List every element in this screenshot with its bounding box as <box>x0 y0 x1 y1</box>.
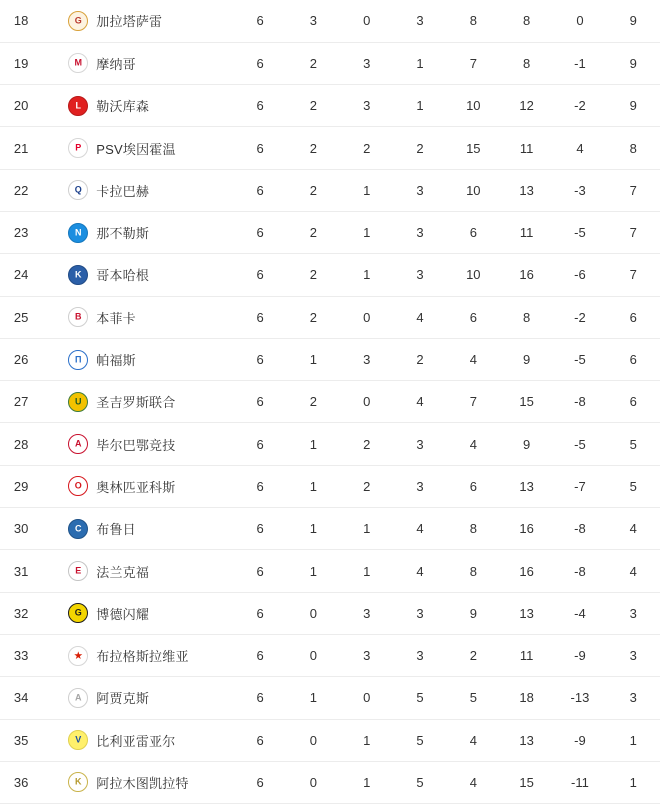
goals-for-cell: 6 <box>447 465 500 507</box>
played-cell: 6 <box>233 761 286 803</box>
table-row[interactable] <box>0 127 660 169</box>
rank-cell: 36 <box>0 761 42 803</box>
goals-against-cell: 8 <box>500 42 553 84</box>
goals-against-cell: 9 <box>500 338 553 380</box>
lost-cell: 3 <box>393 634 446 676</box>
table-row[interactable] <box>0 296 660 338</box>
team-cell-content <box>42 223 233 243</box>
played-cell: 6 <box>233 296 286 338</box>
goals-for-cell: 9 <box>447 592 500 634</box>
points-cell: 9 <box>607 85 660 127</box>
drawn-cell: 1 <box>340 719 393 761</box>
table-row[interactable] <box>0 761 660 803</box>
goals-for-cell: 4 <box>447 423 500 465</box>
team-cell-content <box>42 646 233 666</box>
rank-cell: 25 <box>0 296 42 338</box>
won-cell: 2 <box>287 169 340 211</box>
table-row[interactable] <box>0 550 660 592</box>
played-cell: 6 <box>233 254 286 296</box>
team-cell[interactable] <box>42 423 233 465</box>
points-cell: 8 <box>607 127 660 169</box>
points-cell: 6 <box>607 296 660 338</box>
lost-cell: 3 <box>393 169 446 211</box>
goals-for-cell: 10 <box>447 169 500 211</box>
played-cell: 6 <box>233 211 286 253</box>
club-crest-icon: U <box>68 392 88 412</box>
played-cell: 6 <box>233 169 286 211</box>
goals-for-cell: 7 <box>447 42 500 84</box>
drawn-cell: 1 <box>340 550 393 592</box>
goal-difference-cell: 0 <box>553 0 606 42</box>
club-crest-icon: P <box>68 138 88 158</box>
won-cell: 0 <box>287 761 340 803</box>
goal-difference-cell: -3 <box>553 169 606 211</box>
team-cell-content <box>42 434 233 454</box>
table-row[interactable] <box>0 338 660 380</box>
goals-for-cell: 8 <box>447 550 500 592</box>
team-name: 勒沃库森 <box>96 99 150 115</box>
team-cell-content <box>42 138 233 158</box>
team-cell-content <box>42 730 233 750</box>
lost-cell: 3 <box>393 465 446 507</box>
won-cell: 1 <box>287 550 340 592</box>
club-crest-icon: O <box>68 476 88 496</box>
team-cell[interactable] <box>42 508 233 550</box>
goals-for-cell: 6 <box>447 211 500 253</box>
rank-cell: 30 <box>0 508 42 550</box>
table-row[interactable] <box>0 42 660 84</box>
team-name: 布鲁日 <box>96 522 136 538</box>
goals-for-cell: 6 <box>447 296 500 338</box>
drawn-cell: 1 <box>340 761 393 803</box>
table-row[interactable] <box>0 423 660 465</box>
club-crest-icon: G <box>68 603 88 623</box>
lost-cell: 1 <box>393 42 446 84</box>
team-cell[interactable] <box>42 465 233 507</box>
lost-cell: 3 <box>393 211 446 253</box>
team-cell-content <box>42 519 233 539</box>
won-cell: 0 <box>287 634 340 676</box>
team-cell-content <box>42 476 233 496</box>
table-row[interactable] <box>0 677 660 719</box>
drawn-cell: 3 <box>340 338 393 380</box>
team-cell[interactable] <box>42 381 233 423</box>
rank-cell: 21 <box>0 127 42 169</box>
table-row[interactable] <box>0 169 660 211</box>
goal-difference-cell: -2 <box>553 296 606 338</box>
rank-cell: 31 <box>0 550 42 592</box>
team-cell-content <box>42 688 233 708</box>
lost-cell: 3 <box>393 0 446 42</box>
team-cell-content <box>42 392 233 412</box>
goals-for-cell: 4 <box>447 761 500 803</box>
lost-cell: 5 <box>393 719 446 761</box>
played-cell: 6 <box>233 719 286 761</box>
club-crest-icon: E <box>68 561 88 581</box>
table-row[interactable] <box>0 254 660 296</box>
team-name: 哥本哈根 <box>96 268 150 284</box>
won-cell: 2 <box>287 85 340 127</box>
team-cell[interactable] <box>42 85 233 127</box>
goals-for-cell: 4 <box>447 338 500 380</box>
goals-for-cell: 5 <box>447 677 500 719</box>
points-cell: 1 <box>607 719 660 761</box>
drawn-cell: 1 <box>340 254 393 296</box>
points-cell: 4 <box>607 508 660 550</box>
drawn-cell: 0 <box>340 0 393 42</box>
drawn-cell: 1 <box>340 508 393 550</box>
team-name: PSV埃因霍温 <box>96 141 176 157</box>
played-cell: 6 <box>233 677 286 719</box>
lost-cell: 4 <box>393 508 446 550</box>
played-cell: 6 <box>233 592 286 634</box>
played-cell: 6 <box>233 634 286 676</box>
club-crest-icon: A <box>68 434 88 454</box>
goals-against-cell: 13 <box>500 592 553 634</box>
table-row[interactable] <box>0 719 660 761</box>
goals-against-cell: 8 <box>500 0 553 42</box>
played-cell: 6 <box>233 85 286 127</box>
goal-difference-cell: -13 <box>553 677 606 719</box>
team-cell-content <box>42 53 233 73</box>
points-cell: 3 <box>607 634 660 676</box>
rank-cell: 24 <box>0 254 42 296</box>
played-cell: 6 <box>233 42 286 84</box>
team-name: 摩纳哥 <box>96 56 136 72</box>
rank-cell: 28 <box>0 423 42 465</box>
club-crest-icon: B <box>68 307 88 327</box>
club-crest-icon: M <box>68 53 88 73</box>
lost-cell: 3 <box>393 423 446 465</box>
goal-difference-cell: 4 <box>553 127 606 169</box>
team-cell-content <box>42 307 233 327</box>
table-row[interactable] <box>0 508 660 550</box>
drawn-cell: 3 <box>340 42 393 84</box>
lost-cell: 5 <box>393 677 446 719</box>
team-name: 法兰克福 <box>96 564 150 580</box>
lost-cell: 4 <box>393 550 446 592</box>
points-cell: 9 <box>607 0 660 42</box>
points-cell: 3 <box>607 592 660 634</box>
lost-cell: 3 <box>393 592 446 634</box>
team-name: 布拉格斯拉维亚 <box>96 649 189 665</box>
club-crest-icon: N <box>68 223 88 243</box>
team-cell-content <box>42 11 233 31</box>
club-crest-icon: A <box>68 688 88 708</box>
goals-for-cell: 10 <box>447 254 500 296</box>
goals-for-cell: 8 <box>447 508 500 550</box>
club-crest-icon: ★ <box>68 646 88 666</box>
team-cell[interactable] <box>42 296 233 338</box>
won-cell: 2 <box>287 381 340 423</box>
team-name: 圣吉罗斯联合 <box>96 395 176 411</box>
team-cell-content <box>42 180 233 200</box>
goals-against-cell: 8 <box>500 296 553 338</box>
team-cell[interactable] <box>42 169 233 211</box>
table-row[interactable] <box>0 211 660 253</box>
team-name: 帕福斯 <box>96 353 136 369</box>
won-cell: 1 <box>287 423 340 465</box>
drawn-cell: 3 <box>340 634 393 676</box>
goals-against-cell: 15 <box>500 761 553 803</box>
rank-cell: 27 <box>0 381 42 423</box>
goals-for-cell: 15 <box>447 127 500 169</box>
rank-cell: 20 <box>0 85 42 127</box>
goal-difference-cell: -8 <box>553 550 606 592</box>
team-cell[interactable] <box>42 677 233 719</box>
won-cell: 2 <box>287 127 340 169</box>
rank-cell: 18 <box>0 0 42 42</box>
team-name: 毕尔巴鄂竞技 <box>96 437 176 453</box>
lost-cell: 4 <box>393 381 446 423</box>
won-cell: 1 <box>287 465 340 507</box>
goals-against-cell: 15 <box>500 381 553 423</box>
team-cell[interactable] <box>42 634 233 676</box>
drawn-cell: 0 <box>340 381 393 423</box>
table-row[interactable] <box>0 0 660 42</box>
points-cell: 5 <box>607 423 660 465</box>
goal-difference-cell: -5 <box>553 423 606 465</box>
played-cell: 6 <box>233 381 286 423</box>
team-cell[interactable] <box>42 127 233 169</box>
team-cell[interactable] <box>42 211 233 253</box>
lost-cell: 3 <box>393 254 446 296</box>
table-row[interactable] <box>0 85 660 127</box>
goals-for-cell: 2 <box>447 634 500 676</box>
points-cell: 6 <box>607 381 660 423</box>
lost-cell: 4 <box>393 296 446 338</box>
club-crest-icon: K <box>68 265 88 285</box>
club-crest-icon: Q <box>68 180 88 200</box>
goals-against-cell: 11 <box>500 634 553 676</box>
goals-against-cell: 12 <box>500 85 553 127</box>
drawn-cell: 2 <box>340 127 393 169</box>
team-cell[interactable] <box>42 761 233 803</box>
points-cell: 9 <box>607 42 660 84</box>
goals-against-cell: 16 <box>500 550 553 592</box>
drawn-cell: 3 <box>340 85 393 127</box>
team-cell-content <box>42 350 233 370</box>
won-cell: 1 <box>287 508 340 550</box>
goals-for-cell: 10 <box>447 85 500 127</box>
team-name: 博德闪耀 <box>96 606 150 622</box>
played-cell: 6 <box>233 338 286 380</box>
team-cell-content <box>42 603 233 623</box>
lost-cell: 2 <box>393 338 446 380</box>
team-name: 阿拉木图凯拉特 <box>96 775 189 791</box>
goals-against-cell: 13 <box>500 465 553 507</box>
points-cell: 6 <box>607 338 660 380</box>
team-name: 加拉塔萨雷 <box>96 14 163 30</box>
points-cell: 1 <box>607 761 660 803</box>
rank-cell: 32 <box>0 592 42 634</box>
won-cell: 1 <box>287 677 340 719</box>
team-cell-content <box>42 96 233 116</box>
goal-difference-cell: -5 <box>553 338 606 380</box>
played-cell: 6 <box>233 550 286 592</box>
goal-difference-cell: -9 <box>553 634 606 676</box>
goal-difference-cell: -1 <box>553 42 606 84</box>
club-crest-icon: Π <box>68 350 88 370</box>
goals-for-cell: 8 <box>447 0 500 42</box>
rank-cell: 26 <box>0 338 42 380</box>
team-cell[interactable] <box>42 719 233 761</box>
lost-cell: 5 <box>393 761 446 803</box>
club-crest-icon: G <box>68 11 88 31</box>
won-cell: 2 <box>287 211 340 253</box>
goals-against-cell: 16 <box>500 254 553 296</box>
club-crest-icon: K <box>68 772 88 792</box>
club-crest-icon: V <box>68 730 88 750</box>
rank-cell: 34 <box>0 677 42 719</box>
team-cell[interactable] <box>42 550 233 592</box>
team-name: 奥林匹亚科斯 <box>96 479 176 495</box>
team-cell-content <box>42 561 233 581</box>
drawn-cell: 0 <box>340 677 393 719</box>
played-cell: 6 <box>233 0 286 42</box>
table-row[interactable] <box>0 381 660 423</box>
goals-for-cell: 4 <box>447 719 500 761</box>
drawn-cell: 1 <box>340 169 393 211</box>
club-crest-icon: C <box>68 519 88 539</box>
drawn-cell: 2 <box>340 423 393 465</box>
team-cell[interactable] <box>42 592 233 634</box>
goal-difference-cell: -11 <box>553 761 606 803</box>
club-crest-icon: L <box>68 96 88 116</box>
team-cell-content <box>42 772 233 792</box>
goals-for-cell: 7 <box>447 381 500 423</box>
rank-cell: 29 <box>0 465 42 507</box>
won-cell: 0 <box>287 592 340 634</box>
team-name: 阿贾克斯 <box>96 691 150 707</box>
played-cell: 6 <box>233 465 286 507</box>
won-cell: 2 <box>287 254 340 296</box>
goal-difference-cell: -2 <box>553 85 606 127</box>
table-row[interactable] <box>0 592 660 634</box>
goals-against-cell: 13 <box>500 169 553 211</box>
team-name: 卡拉巴赫 <box>96 183 150 199</box>
table-row[interactable] <box>0 465 660 507</box>
points-cell: 4 <box>607 550 660 592</box>
team-name: 本菲卡 <box>96 310 136 326</box>
goal-difference-cell: -5 <box>553 211 606 253</box>
table-row[interactable] <box>0 634 660 676</box>
rank-cell: 35 <box>0 719 42 761</box>
drawn-cell: 0 <box>340 296 393 338</box>
rank-cell: 22 <box>0 169 42 211</box>
goals-against-cell: 11 <box>500 211 553 253</box>
played-cell: 6 <box>233 423 286 465</box>
won-cell: 0 <box>287 719 340 761</box>
rank-cell: 23 <box>0 211 42 253</box>
goal-difference-cell: -7 <box>553 465 606 507</box>
team-name: 那不勒斯 <box>96 226 150 242</box>
won-cell: 2 <box>287 42 340 84</box>
team-cell[interactable] <box>42 254 233 296</box>
goal-difference-cell: -4 <box>553 592 606 634</box>
drawn-cell: 1 <box>340 211 393 253</box>
team-cell-content <box>42 265 233 285</box>
rank-cell: 19 <box>0 42 42 84</box>
won-cell: 1 <box>287 338 340 380</box>
goals-against-cell: 16 <box>500 508 553 550</box>
points-cell: 5 <box>607 465 660 507</box>
points-cell: 7 <box>607 254 660 296</box>
goals-against-cell: 9 <box>500 423 553 465</box>
won-cell: 3 <box>287 0 340 42</box>
goals-against-cell: 18 <box>500 677 553 719</box>
points-cell: 7 <box>607 169 660 211</box>
goal-difference-cell: -6 <box>553 254 606 296</box>
drawn-cell: 3 <box>340 592 393 634</box>
lost-cell: 1 <box>393 85 446 127</box>
team-name: 比利亚雷亚尔 <box>96 733 176 749</box>
team-cell[interactable] <box>42 338 233 380</box>
goal-difference-cell: -8 <box>553 508 606 550</box>
goals-against-cell: 13 <box>500 719 553 761</box>
goal-difference-cell: -8 <box>553 381 606 423</box>
rank-cell: 33 <box>0 634 42 676</box>
points-cell: 3 <box>607 677 660 719</box>
goals-against-cell: 11 <box>500 127 553 169</box>
goal-difference-cell: -9 <box>553 719 606 761</box>
drawn-cell: 2 <box>340 465 393 507</box>
played-cell: 6 <box>233 127 286 169</box>
won-cell: 2 <box>287 296 340 338</box>
played-cell: 6 <box>233 508 286 550</box>
lost-cell: 2 <box>393 127 446 169</box>
team-cell[interactable] <box>42 0 233 42</box>
team-cell[interactable] <box>42 42 233 84</box>
points-cell: 7 <box>607 211 660 253</box>
